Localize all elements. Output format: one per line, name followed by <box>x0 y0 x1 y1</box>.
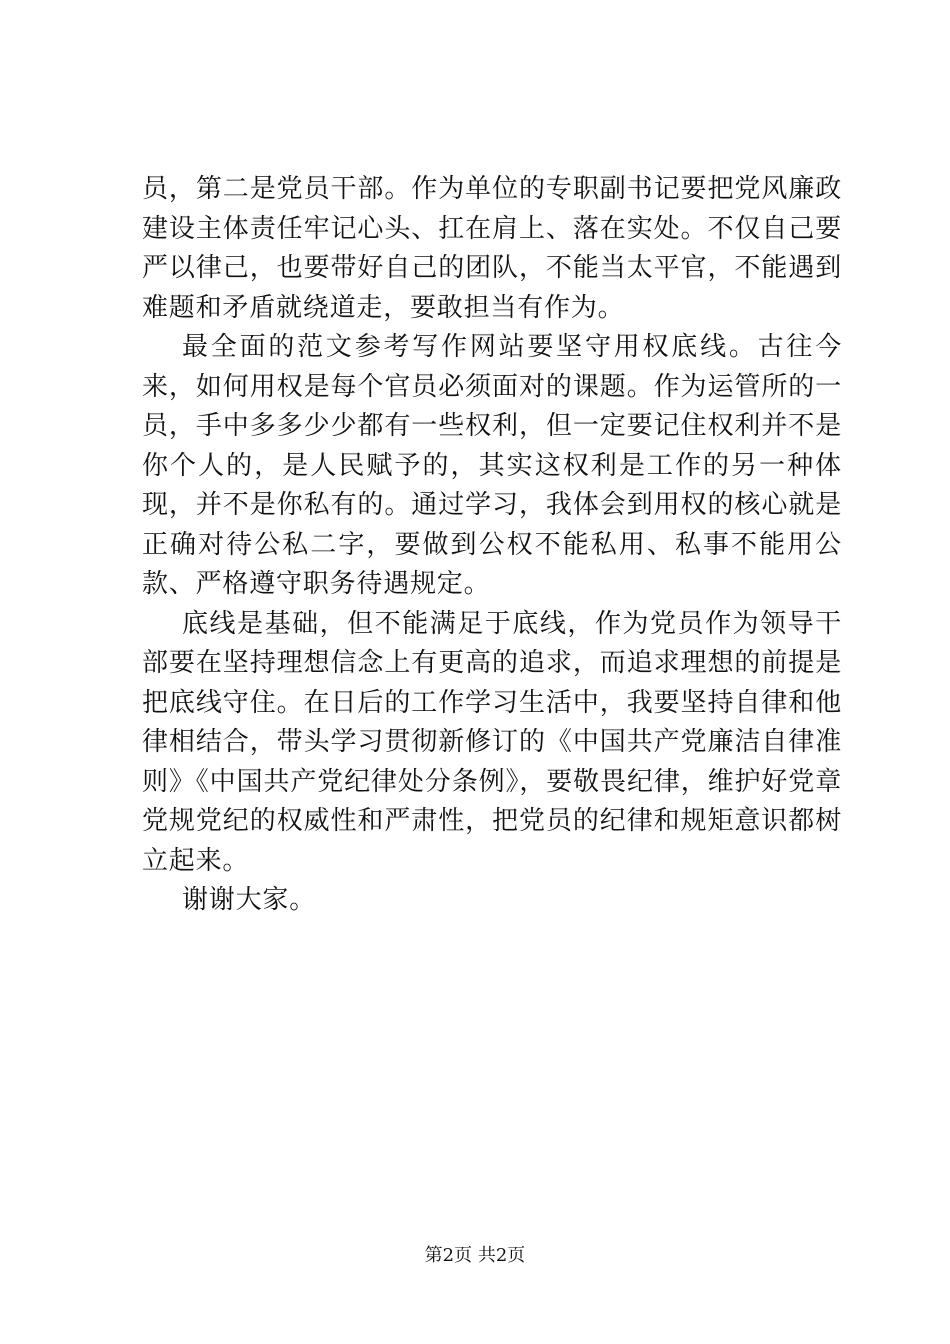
document-body <box>142 170 842 921</box>
page-number-footer: 第2页 共2页 <box>424 1245 526 1266</box>
paragraph-power-bottom-line: 最全面的范文参考写作网站要坚守用权底线。古往今来，如何用权是每个官员必须面对的课题。作为运管所的一员，手中多多少少都有一些权利，但一定要记住权利并不是你个人的，是人民赋予的，其实这权利是工作的另一种体现，并不是你私有的。通过学习，我体会到用权的核心就是正确对待公私二字，要做到公权不能私用、私事不能用公款、严格遵守职务待遇规定。 <box>142 332 842 599</box>
paragraph-closing: 谢谢大家。 <box>182 885 317 915</box>
paragraph-bottom-line-foundation: 底线是基础，但不能满足于底线，作为党员作为领导干部要在坚持理想信念上有更高的追求，而追求理想的前提是把底线守住。在日后的工作学习生活中，我要坚持自律和他律相结合，带头学习贯彻新修订的《中国共产党廉洁自律准则》《中国共产党纪律处分条例》，要敬畏纪律，维护好党章党规党纪的权威性和严肃性，把党员的纪律和规矩意识都树立起来。 <box>142 608 842 876</box>
paragraph-continuation: 员，第二是党员干部。作为单位的专职副书记要把党风廉政建设主体责任牢记心头、扛在肩上、落在实处。不仅自己要严以律己，也要带好自己的团队，不能当太平官，不能遇到难题和矛盾就绕道走，要敢担当有作为。 <box>142 174 842 323</box>
